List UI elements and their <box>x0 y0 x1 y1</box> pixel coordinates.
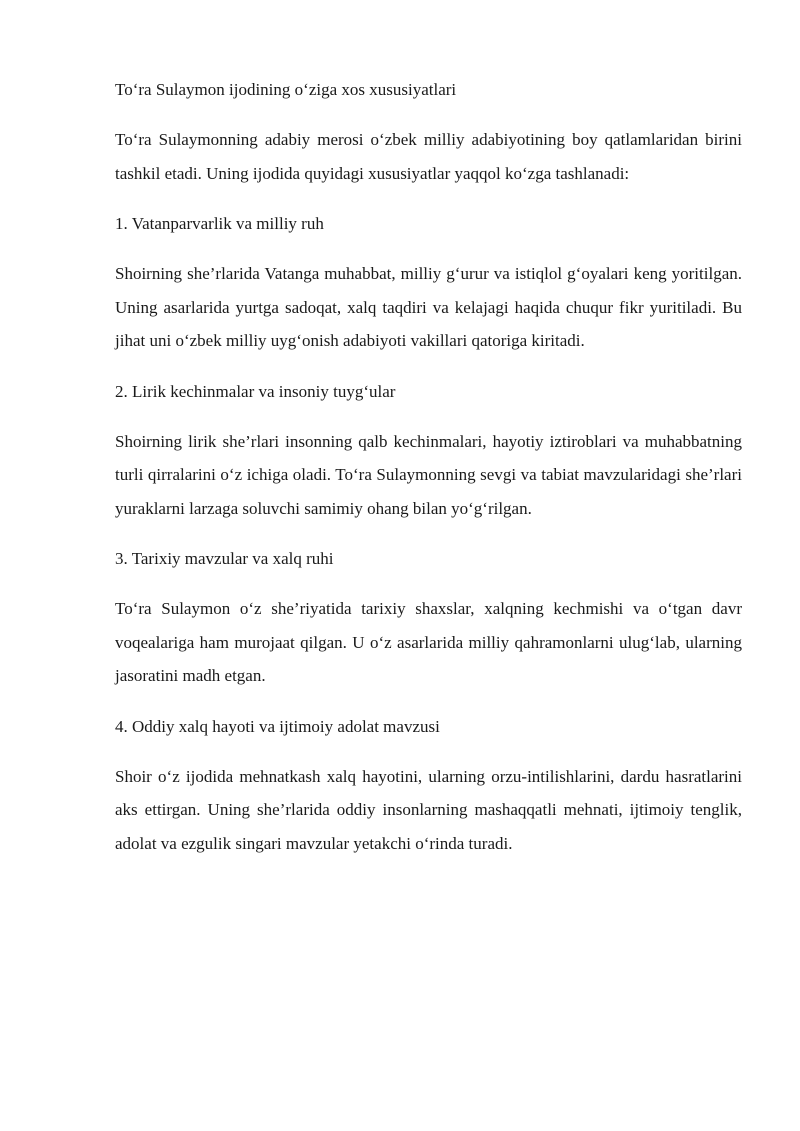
intro-paragraph: To‘ra Sulaymonning adabiy merosi o‘zbek milliy adabiyotining boy qatlamlaridan birini tashkil etadi. Uning ijodida quyidagi xususiyatlar yaqqol ko‘zga tashlanadi: <box>115 130 742 183</box>
section-body-4: Shoir o‘z ijodida mehnatkash xalq hayotini, ularning orzu-intilishlarini, dardu hasratlarini aks ettirgan. Uning she’rlarida oddiy insonlarning mashaqqatli mehnati, ijtimoiy tenglik, adolat va ezgulik singari mavzular yetakchi o‘rinda turadi. <box>115 766 742 853</box>
document-page <box>115 73 742 877</box>
section-body-3: To‘ra Sulaymon o‘z she’riyatida tarixiy shaxslar, xalqning kechmishi va o‘tgan davr voqealariga ham murojaat qilgan. U o‘z asarlarida milliy qahramonlarni ulug‘lab, ularning jasoratini madh etgan. <box>115 599 742 685</box>
section-heading-1: 1. Vatanparvarlik va milliy ruh <box>115 214 324 233</box>
document-title: To‘ra Sulaymon ijodining o‘ziga xos xususiyatlari <box>115 80 457 99</box>
section-body-2: Shoirning lirik she’rlari insonning qalb kechinmalari, hayotiy iztiroblari va muhabbatning turli qirralarini o‘z ichiga oladi. To‘ra Sulaymonning sevgi va tabiat mavzularidagi she’rlari yuraklarni larzaga soluvchi samimiy ohang bilan yo‘g‘rilgan. <box>115 431 742 518</box>
section-heading-3: 3. Tarixiy mavzular va xalq ruhi <box>115 549 334 568</box>
section-body-1: Shoirning she’rlarida Vatanga muhabbat, milliy g‘urur va istiqlol g‘oyalari keng yoritilgan. Uning asarlarida yurtga sadoqat, xalq taqdiri va kelajagi haqida chuqur fikr yuritiladi. Bu jihat uni o‘zbek milliy uyg‘onish adabiyoti vakillari qatoriga kiritadi. <box>115 264 742 350</box>
section-heading-4: 4. Oddiy xalq hayoti va ijtimoiy adolat mavzusi <box>115 716 440 736</box>
section-heading-2: 2. Lirik kechinmalar va insoniy tuyg‘ular <box>115 381 396 401</box>
